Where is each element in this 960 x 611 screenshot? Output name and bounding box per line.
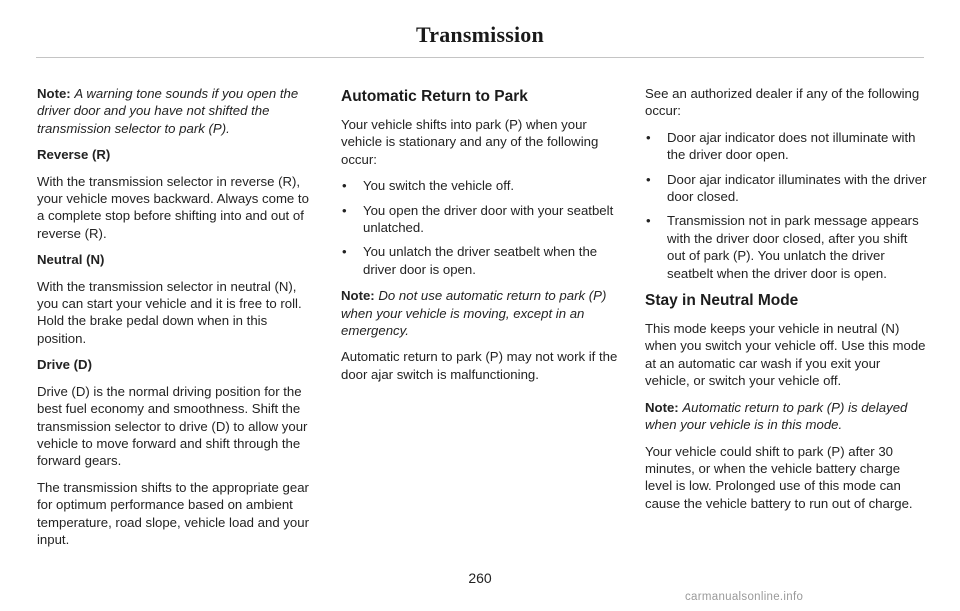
note-text: A warning tone sounds if you open the driver door and you have not shifted the transmission selector to park (P). — [37, 86, 299, 136]
drive-heading: Drive (D) — [37, 357, 92, 373]
note-text: Do not use automatic return to park (P) when your vehicle is moving, except in an emergency. — [341, 288, 607, 339]
auto-return-intro: Your vehicle shifts into park (P) when your vehicle is stationary and any of the following occur: — [341, 117, 599, 167]
reverse-paragraph: With the transmission selector in reverse (R), your vehicle moves backward. Always come to a complete stop before shifting into and out of reverse (R). — [37, 173, 309, 241]
note-label: Note: — [37, 86, 71, 101]
door-ajar-paragraph: Automatic return to park (P) may not work if the door ajar switch is malfunctioning. — [341, 349, 618, 382]
site-watermark: carmanualsonline.info — [685, 591, 804, 603]
header-divider — [36, 57, 924, 58]
drive-paragraph: Drive (D) is the normal driving position for the best fuel economy and smoothness. Shift the transmission selector to drive (D) to allow your vehicle to move forward and shift through the forward gears. — [37, 383, 308, 469]
dealer-intro: See an authorized dealer if any of the following occur: — [645, 86, 920, 119]
list-item: • Door ajar indicator does not illuminate with the driver door open. — [645, 129, 927, 164]
column-middle — [341, 85, 623, 392]
neutral-heading: Neutral (N) — [37, 252, 105, 268]
note-warning-tone — [37, 85, 319, 137]
section-heading-neutral-mode: Stay in Neutral Mode — [645, 292, 799, 310]
reverse-heading: Reverse (R) — [37, 147, 111, 163]
column-right — [645, 85, 927, 521]
list-item: • You unlatch the driver seatbelt when the driver door is open. — [341, 243, 623, 278]
drive-gear-paragraph: The transmission shifts to the appropriate gear for optimum performance based on ambient temperature, road slope, vehicle load and your input. — [37, 479, 309, 547]
list-item: • You switch the vehicle off. — [341, 177, 623, 194]
list-item: • Transmission not in park message appears with the driver door closed, after you shift out of park (P). You unlatch the driver seatbelt when the driver door is open. — [645, 212, 927, 282]
neutral-paragraph: With the transmission selector in neutral (N), you can start your vehicle and it is free to roll. Hold the brake pedal down when in this position. — [37, 278, 302, 346]
neutral-mode-paragraph: This mode keeps your vehicle in neutral (N) when you switch your vehicle off. Use this mode at an automatic car wash if you exit your vehicle, or switch your vehicle off. — [645, 321, 926, 389]
section-heading-auto-return: Automatic Return to Park — [341, 88, 528, 105]
auto-return-list — [341, 177, 623, 278]
dealer-conditions-list — [645, 129, 927, 282]
note-neutral-mode — [645, 399, 927, 434]
page-number: 260 — [468, 570, 492, 586]
page-title: Transmission — [416, 22, 544, 47]
list-item: • Door ajar indicator illuminates with the driver door closed. — [645, 171, 927, 206]
note-text: Automatic return to park (P) is delayed when your vehicle is in this mode. — [645, 399, 908, 433]
battery-paragraph: Your vehicle could shift to park (P) after 30 minutes, or when the vehicle battery charge level is low. Prolonged use of this mode can cause the vehicle battery to run out of charge. — [645, 443, 913, 511]
column-left — [37, 85, 319, 557]
note-auto-return — [341, 287, 623, 339]
note-label: Note: — [645, 399, 679, 415]
note-label: Note: — [341, 288, 375, 304]
list-item: • You open the driver door with your seatbelt unlatched. — [341, 202, 623, 237]
